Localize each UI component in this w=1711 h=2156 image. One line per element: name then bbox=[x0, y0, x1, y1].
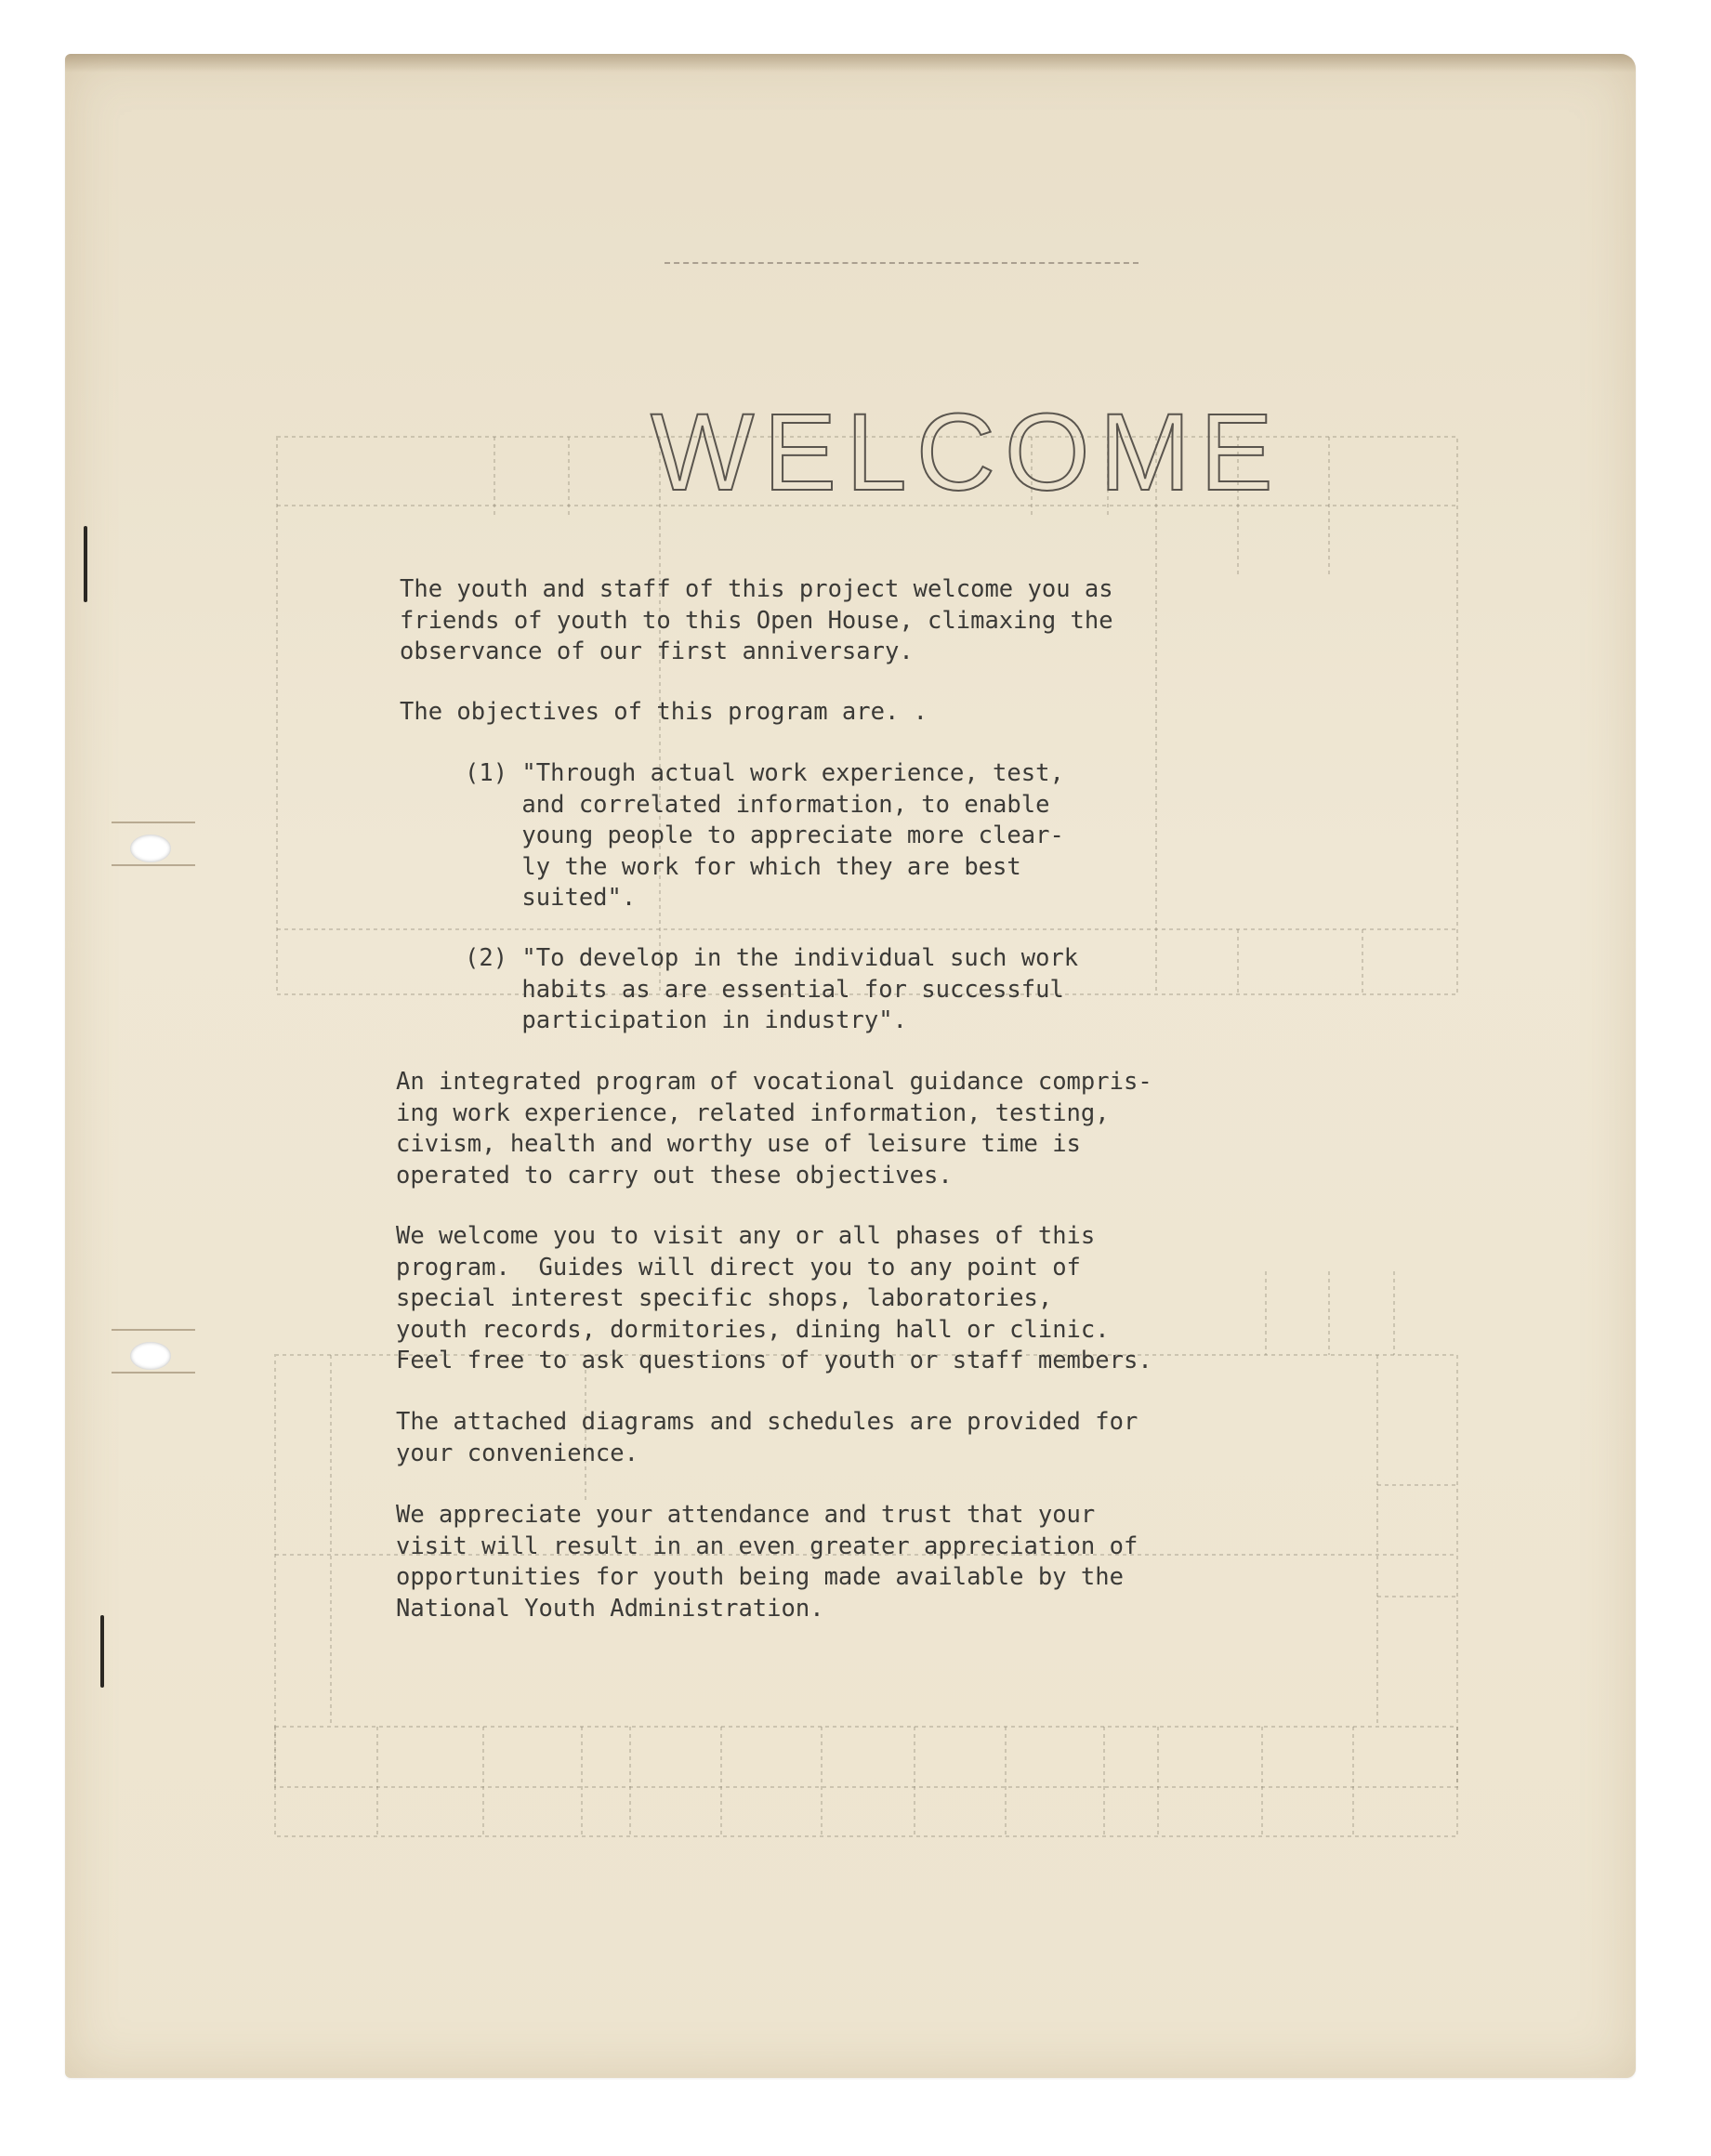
page-top-edge bbox=[65, 54, 1636, 72]
header-underline-ghost bbox=[665, 238, 1138, 264]
objectives-lead: The objectives of this program are. . bbox=[400, 698, 928, 726]
closing-paragraph: We appreciate your attendance and trust that your visit will result in an even greater appreciation of opportunities for youth being made available by the National Youth Administration. bbox=[396, 1501, 1138, 1623]
attached-paragraph: The attached diagrams and schedules are provided for your convenience. bbox=[396, 1408, 1138, 1467]
staple-bottom bbox=[100, 1615, 104, 1688]
visit-paragraph: We welcome you to visit any or all phases of this program. Guides will direct you to any point of special interest specific shops, laboratories, youth records, dormitories, dining hall or clinic. Feel free to ask questions of youth or staff members. bbox=[396, 1222, 1152, 1374]
punch-hole-bottom bbox=[130, 1342, 171, 1370]
page-title: WELCOME bbox=[651, 391, 1283, 514]
program-paragraph: An integrated program of vocational guidance compris- ing work experience, related information, testing, civism, health and worthy use of leisure time is operated to carry out these objectives. bbox=[396, 1068, 1152, 1190]
objective-item-2: (2) "To develop in the individual such work habits as are essential for successful participation in industry". bbox=[465, 944, 1079, 1034]
intro-paragraph: The youth and staff of this project welcome you as friends of youth to this Open House, climaxing the observance of our first anniversary. bbox=[400, 575, 1113, 665]
punch-hole-top bbox=[130, 835, 171, 862]
bleed-through-floorplan bbox=[65, 54, 1636, 2078]
document-page bbox=[65, 54, 1636, 2078]
staple-top bbox=[84, 526, 87, 602]
objective-item-1: (1) "Through actual work experience, test, and correlated information, to enable young people to appreciate more clear- ly the work for which they are best suited". bbox=[465, 759, 1064, 912]
